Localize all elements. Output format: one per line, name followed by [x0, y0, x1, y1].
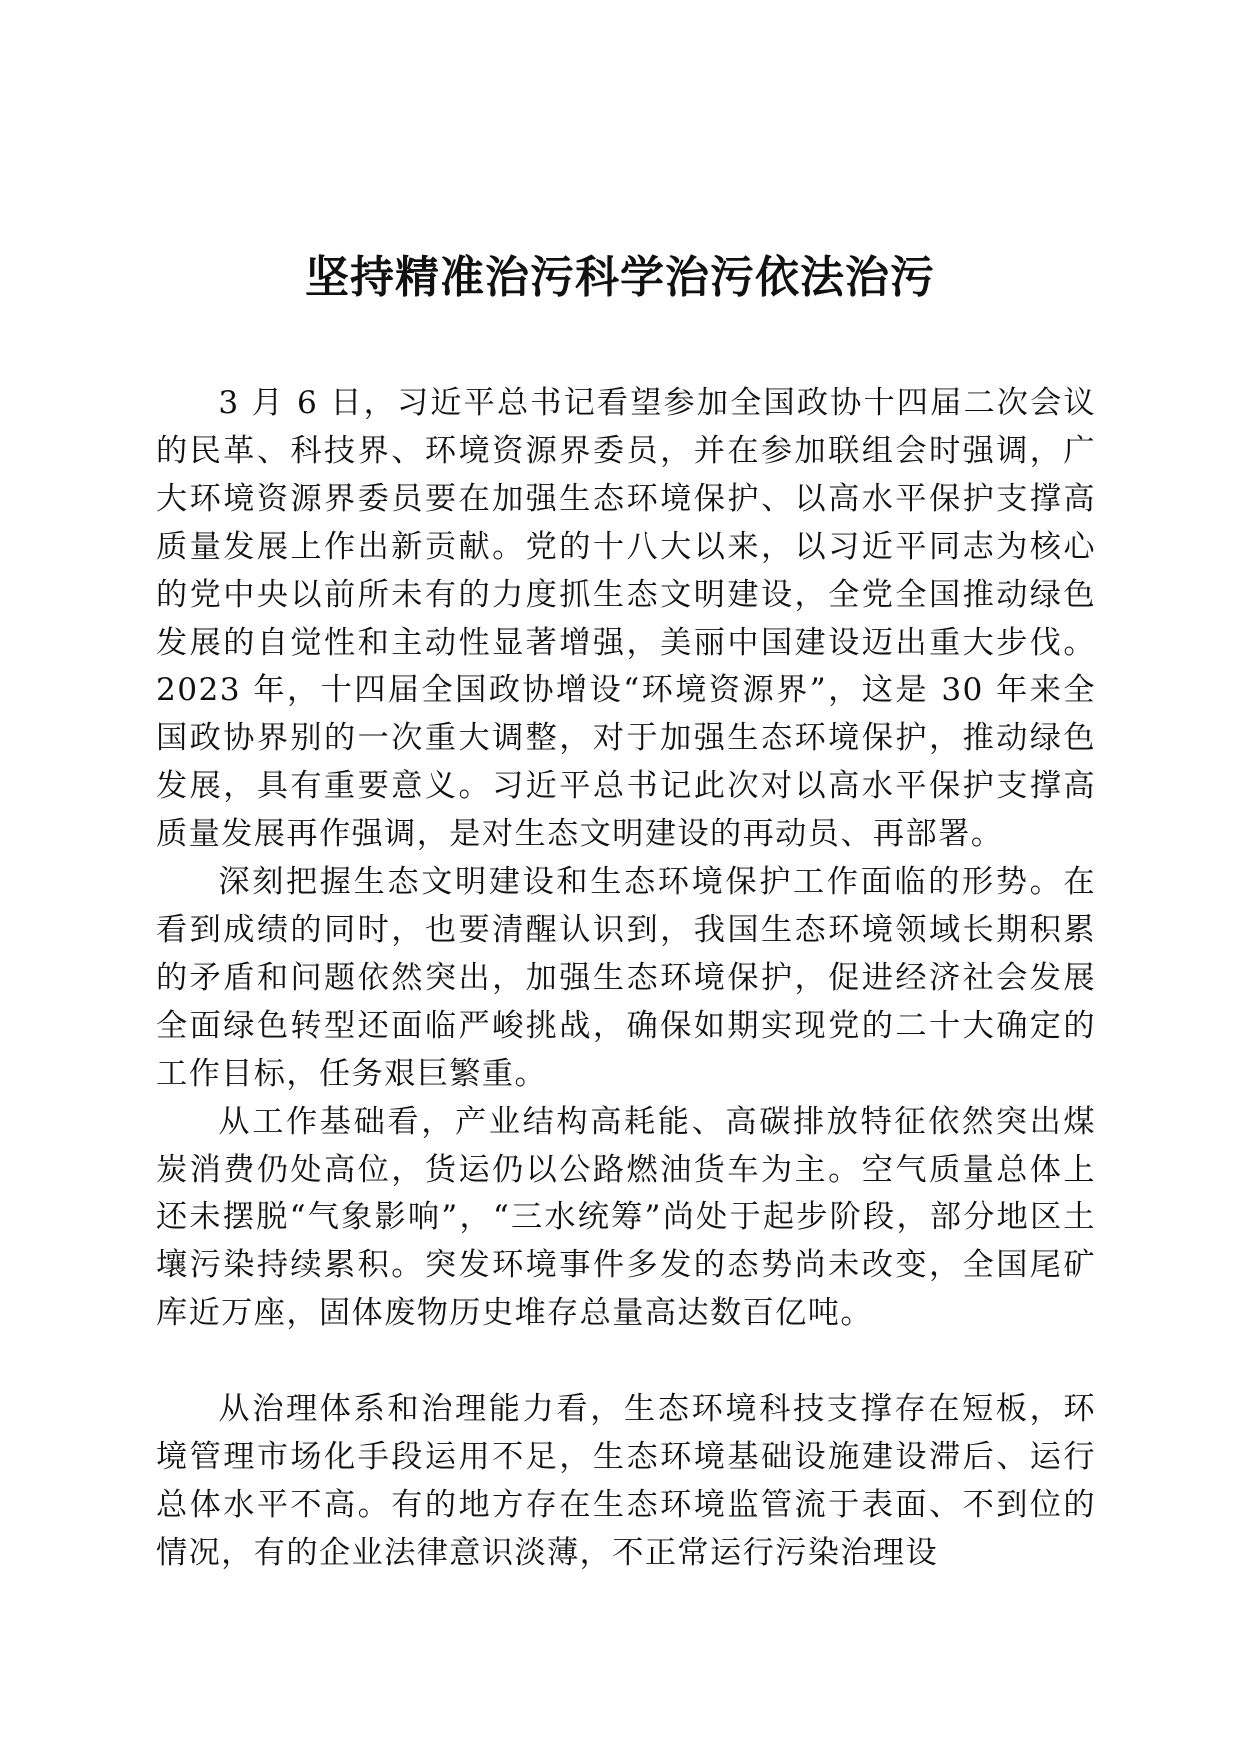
paragraph-3: 从工作基础看，产业结构高耗能、高碳排放特征依然突出煤炭消费仍处高位，货运仍以公路燃油货车为主。空气质量总体上还未摆脱“气象影响”，“三水统筹”尚处于起步阶段，部分地区土壤污染持续累积。突发环境事件多发的态势尚未改变，全国尾矿库近万座，固体废物历史堆存总量高达数百亿吨。: [156, 1103, 1096, 1332]
document-title: 坚持精准治污科学治污依法治污: [305, 252, 935, 303]
document-body: [156, 380, 1096, 1578]
paragraph-1: 3 月 6 日，习近平总书记看望参加全国政协十四届二次会议的民革、科技界、环境资源界委员，并在参加联组会时强调，广大环境资源界委员要在加强生态环境保护、以高水平保护支撑高质量发展上作出新贡献。党的十八大以来，以习近平同志为核心的党中央以前所未有的力度抓生态文明建设，全党全国推动绿色发展的自觉性和主动性显著增强，美丽中国建设迈出重大步伐。2023 年，十四届全国政协增设“环境资源界”，这是 30 年来全国政协界别的一次重大调整，对于加强生态环境保护，推动绿色发展，具有重要意义。习近平总书记此次对以高水平保护支撑高质量发展再作强调，是对生态文明建设的再动员、再部署。: [156, 385, 1096, 853]
paragraph-4: 从治理体系和治理能力看，生态环境科技支撑存在短板，环境管理市场化手段运用不足，生态环境基础设施建设滞后、运行总体水平不高。有的地方存在生态环境监管流于表面、不到位的情况，有的企业法律意识淡薄，不正常运行污染治理设: [156, 1391, 1096, 1571]
paragraph-gap: [156, 1338, 1096, 1386]
paragraph-2: 深刻把握生态文明建设和生态环境保护工作面临的形势。在看到成绩的同时，也要清醒认识到，我国生态环境领域长期积累的矛盾和问题依然突出，加强生态环境保护，促进经济社会发展全面绿色转型还面临严峻挑战，确保如期实现党的二十大确定的工作目标，任务艰巨繁重。: [156, 864, 1096, 1092]
